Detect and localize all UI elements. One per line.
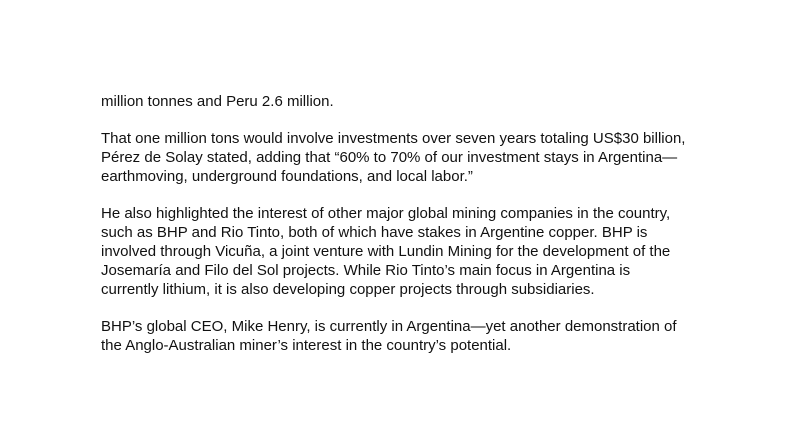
paragraph-line: involved through Vicuña, a joint venture with Lundin Mining for the development of the bbox=[101, 243, 671, 260]
paragraph-line: He also highlighted the interest of other major global mining companies in the country, bbox=[101, 205, 671, 222]
paragraph-line: earthmoving, underground foundations, and local labor.” bbox=[101, 168, 473, 185]
paragraph-line: the Anglo-Australian miner’s interest in the country’s potential. bbox=[101, 337, 512, 354]
paragraph-3 bbox=[101, 204, 741, 299]
paragraph-line: That one million tons would involve investments over seven years totaling US$30 billion, bbox=[101, 130, 686, 147]
article-body bbox=[101, 92, 741, 355]
paragraph-line: currently lithium, it is also developing copper projects through subsidiaries. bbox=[101, 281, 595, 298]
paragraph-line: BHP’s global CEO, Mike Henry, is currently in Argentina—yet another demonstration of bbox=[101, 318, 677, 335]
paragraph-line: Pérez de Solay stated, adding that “60% to 70% of our investment stays in Argentina— bbox=[101, 149, 678, 166]
paragraph-line: such as BHP and Rio Tinto, both of which have stakes in Argentine copper. BHP is bbox=[101, 224, 648, 241]
paragraph-line: million tonnes and Peru 2.6 million. bbox=[101, 93, 334, 110]
paragraph-1 bbox=[101, 92, 741, 111]
paragraph-line: Josemaría and Filo del Sol projects. While Rio Tinto’s main focus in Argentina is bbox=[101, 262, 631, 279]
paragraph-2 bbox=[101, 129, 741, 186]
paragraph-4 bbox=[101, 317, 741, 355]
